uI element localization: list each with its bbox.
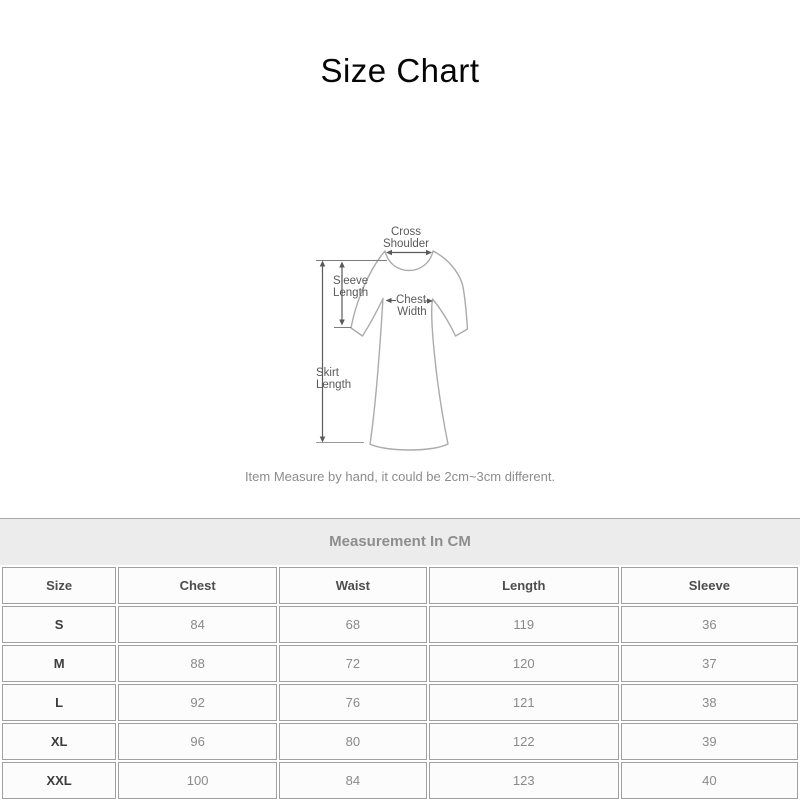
cross-shoulder-label-line2: Shoulder: [382, 238, 430, 250]
col-header-chest: Chest: [118, 567, 277, 604]
sleeve-value: 40: [621, 762, 798, 799]
measurement-table: [0, 565, 800, 801]
cross-shoulder-arrow: [386, 250, 432, 256]
chest-value: 96: [118, 723, 277, 760]
size-label: XL: [2, 723, 116, 760]
chest-value: 100: [118, 762, 277, 799]
sleeve-value: 37: [621, 645, 798, 682]
col-header-sleeve: Sleeve: [621, 567, 798, 604]
cross-shoulder-label-line1: Cross: [390, 226, 422, 238]
length-value: 119: [429, 606, 619, 643]
size-label: XXL: [2, 762, 116, 799]
chest-value: 92: [118, 684, 277, 721]
table-row: [2, 762, 798, 799]
size-label: M: [2, 645, 116, 682]
sleeve-value: 39: [621, 723, 798, 760]
page-title: Size Chart: [320, 52, 480, 89]
waist-value: 80: [279, 723, 427, 760]
col-header-waist: Waist: [279, 567, 427, 604]
waist-value: 72: [279, 645, 427, 682]
size-label: L: [2, 684, 116, 721]
table-row: [2, 684, 798, 721]
waist-value: 68: [279, 606, 427, 643]
chest-value: 84: [118, 606, 277, 643]
skirt-length-label-line1: Skirt: [316, 367, 339, 379]
waist-value: 76: [279, 684, 427, 721]
dress-outline-illustration: [351, 251, 468, 450]
measurement-table-section: [0, 518, 800, 801]
skirt-length-label-line2: Length: [316, 379, 352, 391]
measure-by-hand-note: Item Measure by hand, it could be 2cm~3cm different.: [244, 469, 556, 484]
table-row: [2, 723, 798, 760]
length-value: 123: [429, 762, 619, 799]
sleeve-length-label-line1: Sleeve: [333, 275, 369, 287]
waist-value: 84: [279, 762, 427, 799]
table-row: [2, 645, 798, 682]
table-header-row: [2, 567, 798, 604]
chest-value: 88: [118, 645, 277, 682]
col-header-length: Length: [429, 567, 619, 604]
dress-measurement-diagram: [280, 210, 530, 470]
length-value: 121: [429, 684, 619, 721]
length-value: 120: [429, 645, 619, 682]
size-label: S: [2, 606, 116, 643]
table-row: [2, 606, 798, 643]
chest-width-label-line2: Width: [397, 306, 427, 318]
sleeve-length-label-line2: Length: [333, 287, 369, 299]
length-value: 122: [429, 723, 619, 760]
col-header-size: Size: [2, 567, 116, 604]
sleeve-value: 36: [621, 606, 798, 643]
table-caption: Measurement In CM: [0, 518, 800, 565]
sleeve-value: 38: [621, 684, 798, 721]
chest-width-label-line1: Chest: [395, 294, 427, 306]
